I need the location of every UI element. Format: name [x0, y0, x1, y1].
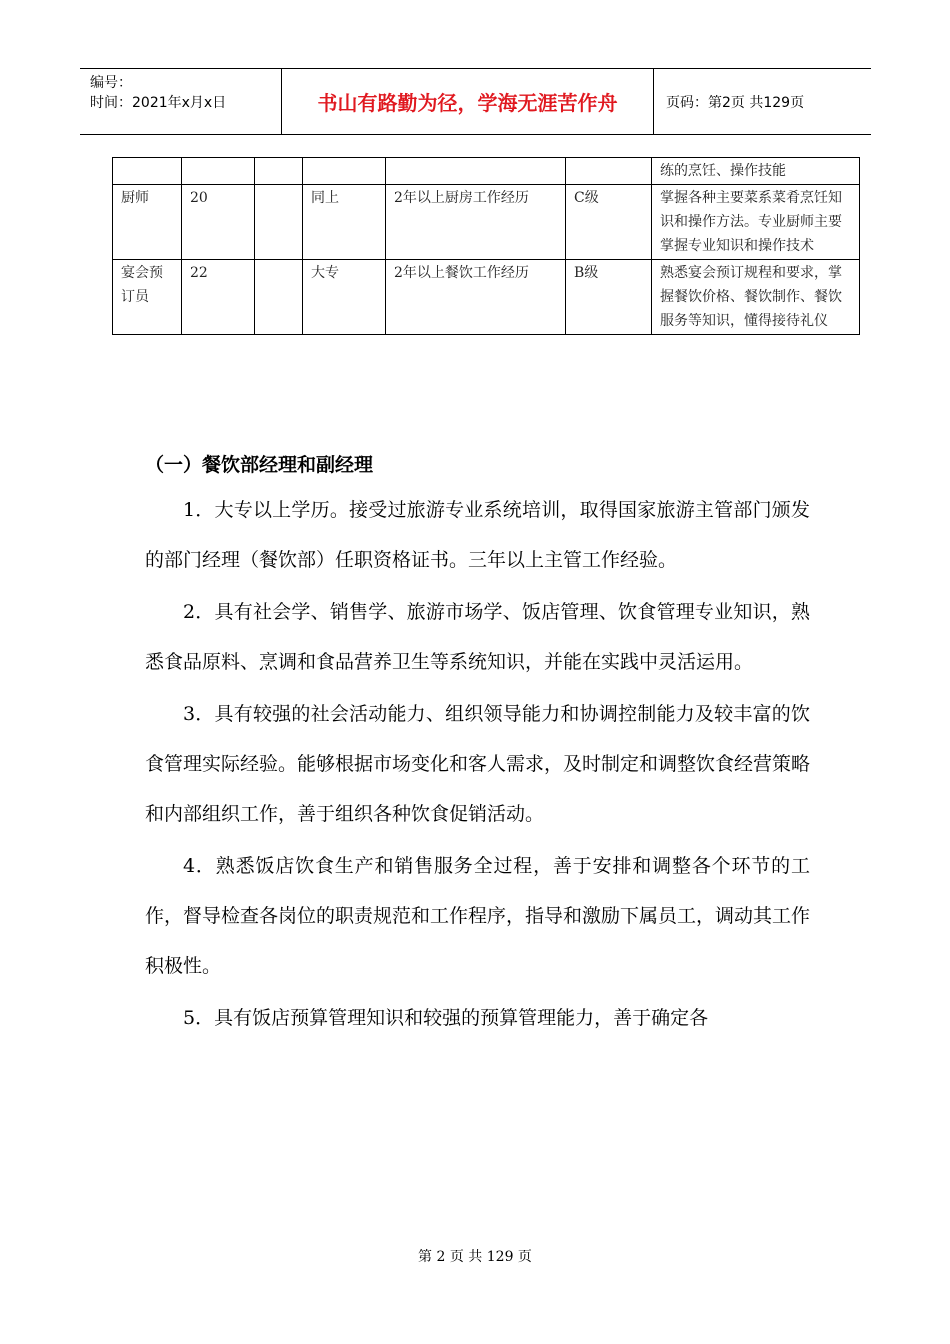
date-label: 时间：2021年x月x日 — [90, 95, 227, 111]
table-cell — [113, 158, 182, 185]
table-cell — [255, 260, 303, 335]
table-cell: 熟悉宴会预订规程和要求，掌握餐饮价格、餐饮制作、餐饮服务等知识，懂得接待礼仪 — [652, 260, 860, 335]
paragraph: 3．具有较强的社会活动能力、组织领导能力和协调控制能力及较丰富的饮食管理实际经验。能够根据市场变化和客人需求，及时制定和调整饮食经营策略和内部组织工作，善于组织各种饮食促销活动。 — [145, 703, 811, 825]
paragraph: 1．大专以上学历。接受过旅游专业系统培训，取得国家旅游主管部门颁发的部门经理（餐饮部）任职资格证书。三年以上主管工作经验。 — [145, 499, 810, 571]
requirements-table — [112, 157, 860, 335]
header-meta — [80, 69, 282, 134]
paragraph: 5．具有饭店预算管理知识和较强的预算管理能力，善于确定各 — [183, 1007, 709, 1029]
table-cell: B级 — [566, 260, 652, 335]
table-cell: 2年以上餐饮工作经历 — [386, 260, 566, 335]
paragraph: 4．熟悉饭店饮食生产和销售服务全过程，善于安排和调整各个环节的工作，督导检查各岗位的职责规范和工作程序，指导和激励下属员工，调动其工作积极性。 — [145, 855, 811, 977]
paragraph: 2．具有社会学、销售学、旅游市场学、饭店管理、饮食管理专业知识，熟悉食品原料、烹调和食品营养卫生等系统知识，并能在实践中灵活运用。 — [145, 601, 810, 673]
table-cell: 掌握各种主要菜系菜肴烹饪知识和操作方法。专业厨师主要掌握专业知识和操作技术 — [652, 185, 860, 260]
header-page-info: 页码：第2页 共129页 — [666, 94, 805, 111]
table-cell — [255, 158, 303, 185]
table-cell: 练的烹饪、操作技能 — [652, 158, 860, 185]
table-cell: C级 — [566, 185, 652, 260]
table-row — [113, 158, 860, 185]
table-cell: 22 — [182, 260, 255, 335]
table-cell — [182, 158, 255, 185]
table-cell: 宴会预订员 — [113, 260, 182, 335]
header-motto: 书山有路勤为径，学海无涯苦作舟 — [282, 69, 654, 134]
table-cell — [255, 185, 303, 260]
table-row — [113, 185, 860, 260]
table-row — [113, 260, 860, 335]
table-cell: 厨师 — [113, 185, 182, 260]
table-cell: 2年以上厨房工作经历 — [386, 185, 566, 260]
table-cell: 同上 — [303, 185, 386, 260]
table-cell — [303, 158, 386, 185]
table-cell: 20 — [182, 185, 255, 260]
page-footer: 第 2 页 共 129 页 — [418, 1249, 532, 1265]
page-header — [80, 68, 871, 135]
table-cell — [386, 158, 566, 185]
number-label: 编号： — [90, 75, 132, 91]
document-body — [145, 445, 810, 1043]
table-cell — [566, 158, 652, 185]
table-cell: 大专 — [303, 260, 386, 335]
section-heading: （一）餐饮部经理和副经理 — [145, 454, 374, 476]
